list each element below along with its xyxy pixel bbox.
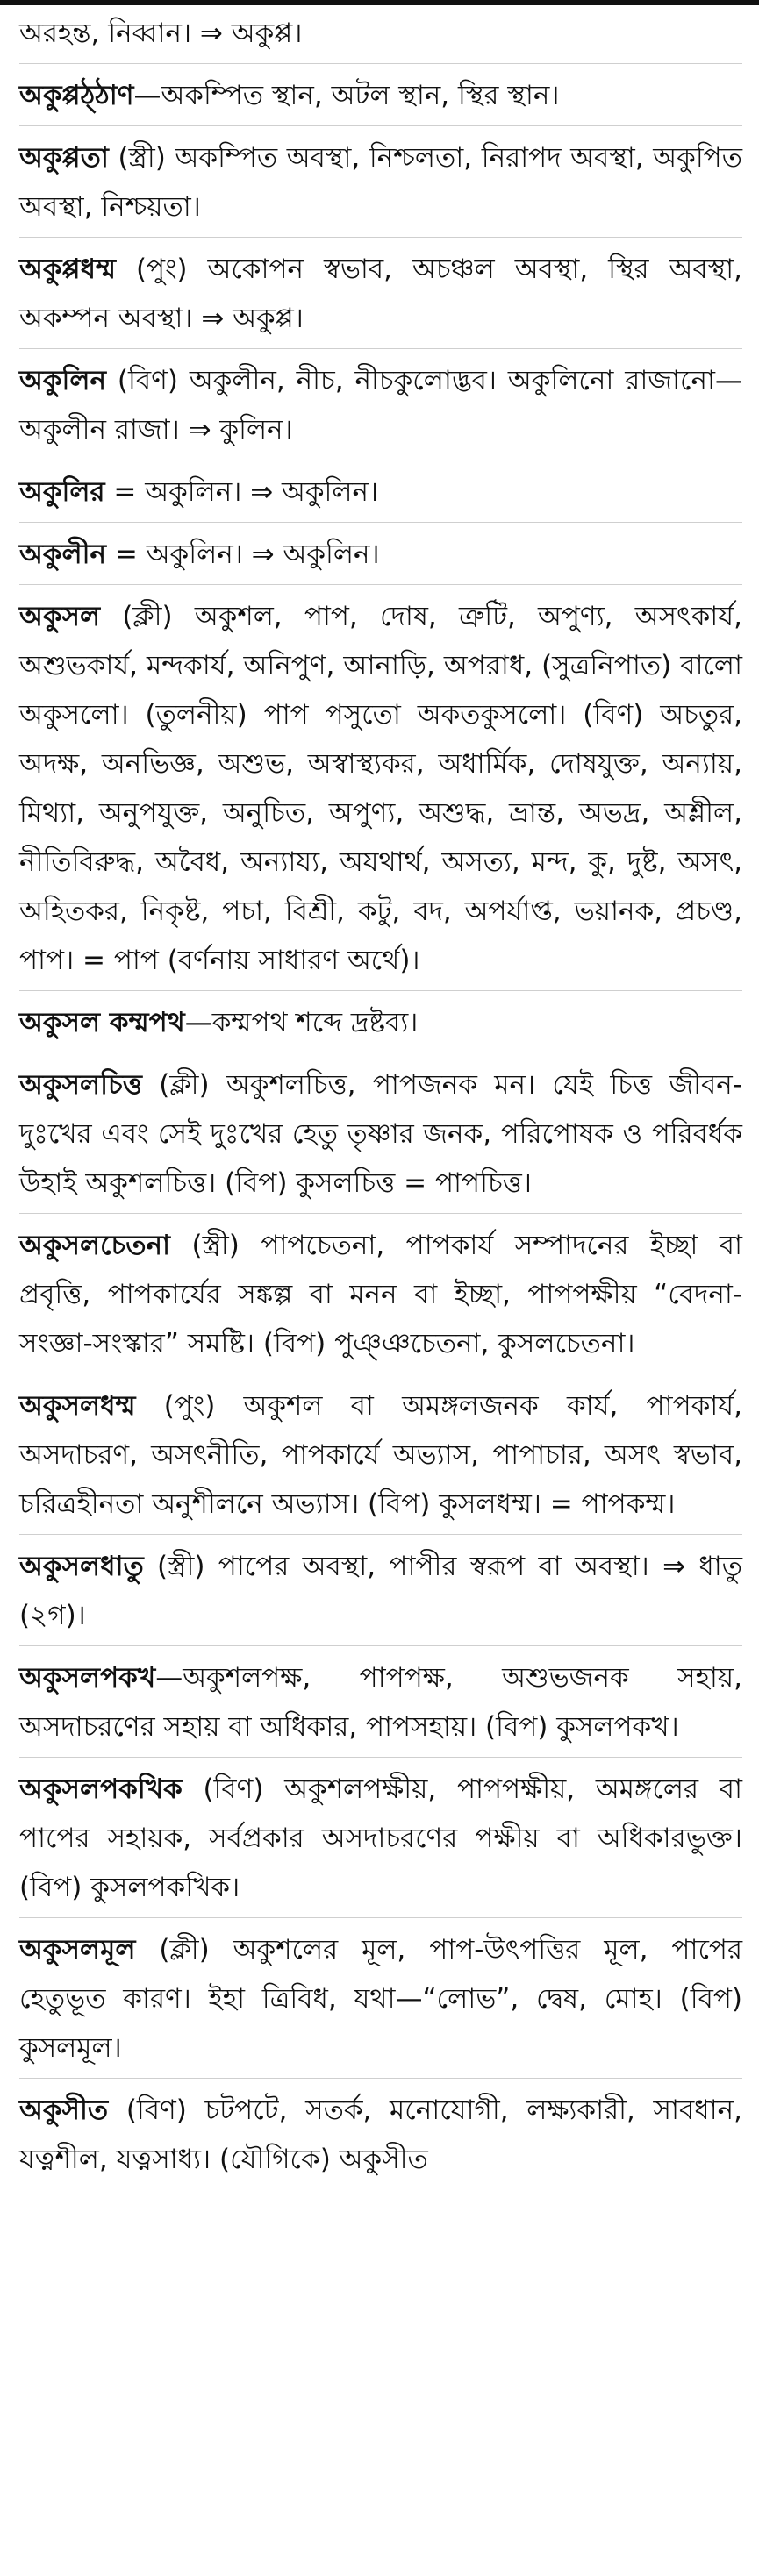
entry-text: = অকুলিন। ⇒ অকুলিন। bbox=[106, 539, 380, 570]
entry-text: (ক্লী) অকুশল, পাপ, দোষ, ত্রুটি, অপুণ্য, অসৎকার্য, অশুভকার্য, মন্দকার্য, অনিপুণ, আনাড়ি, অপরাধ, (সুত্রনিপাত) বালো অকুসলো। (তুলনীয়) পাপ পসুতো অকতকুসলো। (বিণ) অচতুর, অদক্ষ, অনভিজ্ঞ, অশুভ, অস্বাস্থ্যকর, অধার্মিক, দোষযুক্ত, অন্যায়, মিথ্যা, অনুপযুক্ত, অনুচিত, অপুণ্য, অশুদ্ধ, ভ্রান্ত, অভদ্র, অশ্লীল, নীতিবিরুদ্ধ, অবৈধ, অন্যায্য, অযথার্থ, অসত্য, মন্দ, কু, দুষ্ট, অসৎ, অহিতকর, নিকৃষ্ট, পচা, বিশ্রী, কটু, বদ, অপর্যাপ্ত, ভয়ানক, প্রচণ্ড, পাপ। = পাপ (বর্ণনায় সাধারণ অর্থে)। bbox=[19, 601, 742, 976]
entry-headword: অকুসলচিত্ত bbox=[19, 1069, 142, 1101]
entry-text: —অকম্পিত স্থান, অটল স্থান, স্থির স্থান। bbox=[133, 80, 560, 111]
entry-headword: অকুপ্পতা bbox=[19, 142, 109, 174]
entry-text: (ক্লী) অকুশলের মূল, পাপ-উৎপত্তির মূল, পাপের হেতুভূত কারণ। ইহা ত্রিবিধ, যথা—“লোভ”, দ্বেষ, মোহ। (বিপ) কুসলমূল। bbox=[19, 1934, 742, 2064]
entry-text: (বিণ) চটপটে, সতর্ক, মনোযোগী, লক্ষ্যকারী, সাবধান, যত্নশীল, যত্নসাধ্য। (যৌগিকে) অকুসীত bbox=[19, 2094, 742, 2175]
entry-headword: অকুসলচেতনা bbox=[19, 1230, 171, 1261]
entry-9 bbox=[19, 1060, 742, 1208]
entry-divider bbox=[19, 1213, 742, 1214]
entry-headword: অকুলীন bbox=[19, 539, 107, 570]
entry-text: —কম্মপথ শব্দে দ্রষ্টব্য। bbox=[184, 1007, 419, 1038]
entry-16 bbox=[19, 2086, 742, 2184]
entry-headword: অকুলিন bbox=[19, 365, 107, 396]
entry-15 bbox=[19, 1925, 742, 2073]
entry-text: (স্ত্রী) পাপের অবস্থা, পাপীর স্বরূপ বা অবস্থা। ⇒ ধাতু (২গ)। bbox=[19, 1551, 742, 1631]
entry-headword: অকুসলধাতু bbox=[19, 1551, 144, 1582]
entry-text: —অকুশলপক্ষ, পাপপক্ষ, অশুভজনক সহায়, অসদাচরণের সহায় বা অধিকার, পাপসহায়। (বিপ) কুসলপকখ। bbox=[19, 1662, 742, 1743]
entry-11 bbox=[19, 1381, 742, 1529]
entry-1 bbox=[19, 71, 742, 120]
entry-text: (স্ত্রী) অকম্পিত অবস্থা, নিশ্চলতা, নিরাপদ অবস্থা, অকুপিত অবস্থা, নিশ্চয়তা। bbox=[19, 142, 742, 223]
entry-headword: অকুপ্পঠ্ঠাণ bbox=[19, 80, 134, 111]
entry-divider bbox=[19, 1917, 742, 1918]
entry-2 bbox=[19, 133, 742, 232]
entry-headword: অকুসলধম্ম bbox=[19, 1390, 136, 1422]
entry-text: (পুং) অকোপন স্বভাব, অচঞ্চল অবস্থা, স্থির অবস্থা, অকম্পন অবস্থা। ⇒ অকুপ্প। bbox=[19, 253, 742, 334]
entry-3 bbox=[19, 245, 742, 343]
entry-text: অরহন্ত, নিব্বান। ⇒ অকুপ্প। bbox=[19, 18, 303, 49]
entry-14 bbox=[19, 1765, 742, 1912]
entry-divider bbox=[19, 2078, 742, 2079]
entry-text: (বিণ) অকুলীন, নীচ, নীচকুলোদ্ভব। অকুলিনো রাজানো—অকুলীন রাজা। ⇒ কুলিন। bbox=[19, 365, 742, 446]
entry-text: (পুং) অকুশল বা অমঙ্গলজনক কার্য, পাপকার্য, অসদাচরণ, অসৎনীতি, পাপকার্যে অভ্যাস, পাপাচার, অসৎ স্বভাব, চরিত্রহীনতা অনুশীলনে অভ্যাস। (বিপ) কুসলধম্ম। = পাপকম্ম। bbox=[19, 1390, 742, 1520]
entry-7 bbox=[19, 592, 742, 985]
entry-divider bbox=[19, 237, 742, 238]
entry-text: (ক্লী) অকুশলচিত্ত, পাপজনক মন। যেই চিত্ত জীবন-দুঃখের এবং সেই দুঃখের হেতু তৃষ্ণার জনক, পরিপোষক ও পরিবর্ধক উহাই অকুশলচিত্ত। (বিপ) কুসলচিত্ত = পাপচিত্ত। bbox=[19, 1069, 742, 1199]
entry-divider bbox=[19, 990, 742, 991]
entry-0 bbox=[19, 9, 742, 58]
entry-headword: অকুসলপকখ bbox=[19, 1662, 156, 1694]
entry-headword: অকুলির bbox=[19, 476, 105, 508]
entry-divider bbox=[19, 1645, 742, 1646]
entry-4 bbox=[19, 356, 742, 454]
entry-text: = অকুলিন। ⇒ অকুলিন। bbox=[104, 476, 379, 508]
entry-divider bbox=[19, 1757, 742, 1758]
entries-column bbox=[19, 9, 742, 2184]
entry-headword: অকুসল কম্মপথ bbox=[19, 1007, 185, 1038]
entry-divider bbox=[19, 63, 742, 64]
entry-text: (বিণ) অকুশলপক্ষীয়, পাপপক্ষীয়, অমঙ্গলের বা পাপের সহায়ক, সর্বপ্রকার অসদাচরণের পক্ষীয় বা অধিকারভুক্ত। (বিপ) কুসলপকখিক। bbox=[19, 1773, 742, 1903]
entry-headword: অকুসলপকখিক bbox=[19, 1773, 183, 1805]
entry-divider bbox=[19, 522, 742, 523]
entry-12 bbox=[19, 1542, 742, 1640]
entry-10 bbox=[19, 1221, 742, 1368]
entry-headword: অকুসল bbox=[19, 601, 101, 632]
entry-headword: অকুসীত bbox=[19, 2094, 109, 2126]
entry-13 bbox=[19, 1653, 742, 1752]
entry-divider bbox=[19, 125, 742, 126]
entry-6 bbox=[19, 530, 742, 579]
entry-headword: অকুসলমূল bbox=[19, 1934, 136, 1966]
entry-headword: অকুপ্পধম্ম bbox=[19, 253, 116, 285]
entry-5 bbox=[19, 467, 742, 517]
entry-divider bbox=[19, 348, 742, 349]
top-rule bbox=[0, 0, 759, 5]
entry-text: (স্ত্রী) পাপচেতনা, পাপকার্য সম্পাদনের ইচ্ছা বা প্রবৃত্তি, পাপকার্যের সঙ্কল্প বা মনন বা ইচ্ছা, পাপপক্ষীয় “বেদনা-সংজ্ঞা-সংস্কার” সমষ্টি। (বিপ) পুঞ্ঞচেতনা, কুসলচেতনা। bbox=[19, 1230, 742, 1359]
entry-divider bbox=[19, 584, 742, 585]
entry-8 bbox=[19, 998, 742, 1047]
entry-divider bbox=[19, 1534, 742, 1535]
